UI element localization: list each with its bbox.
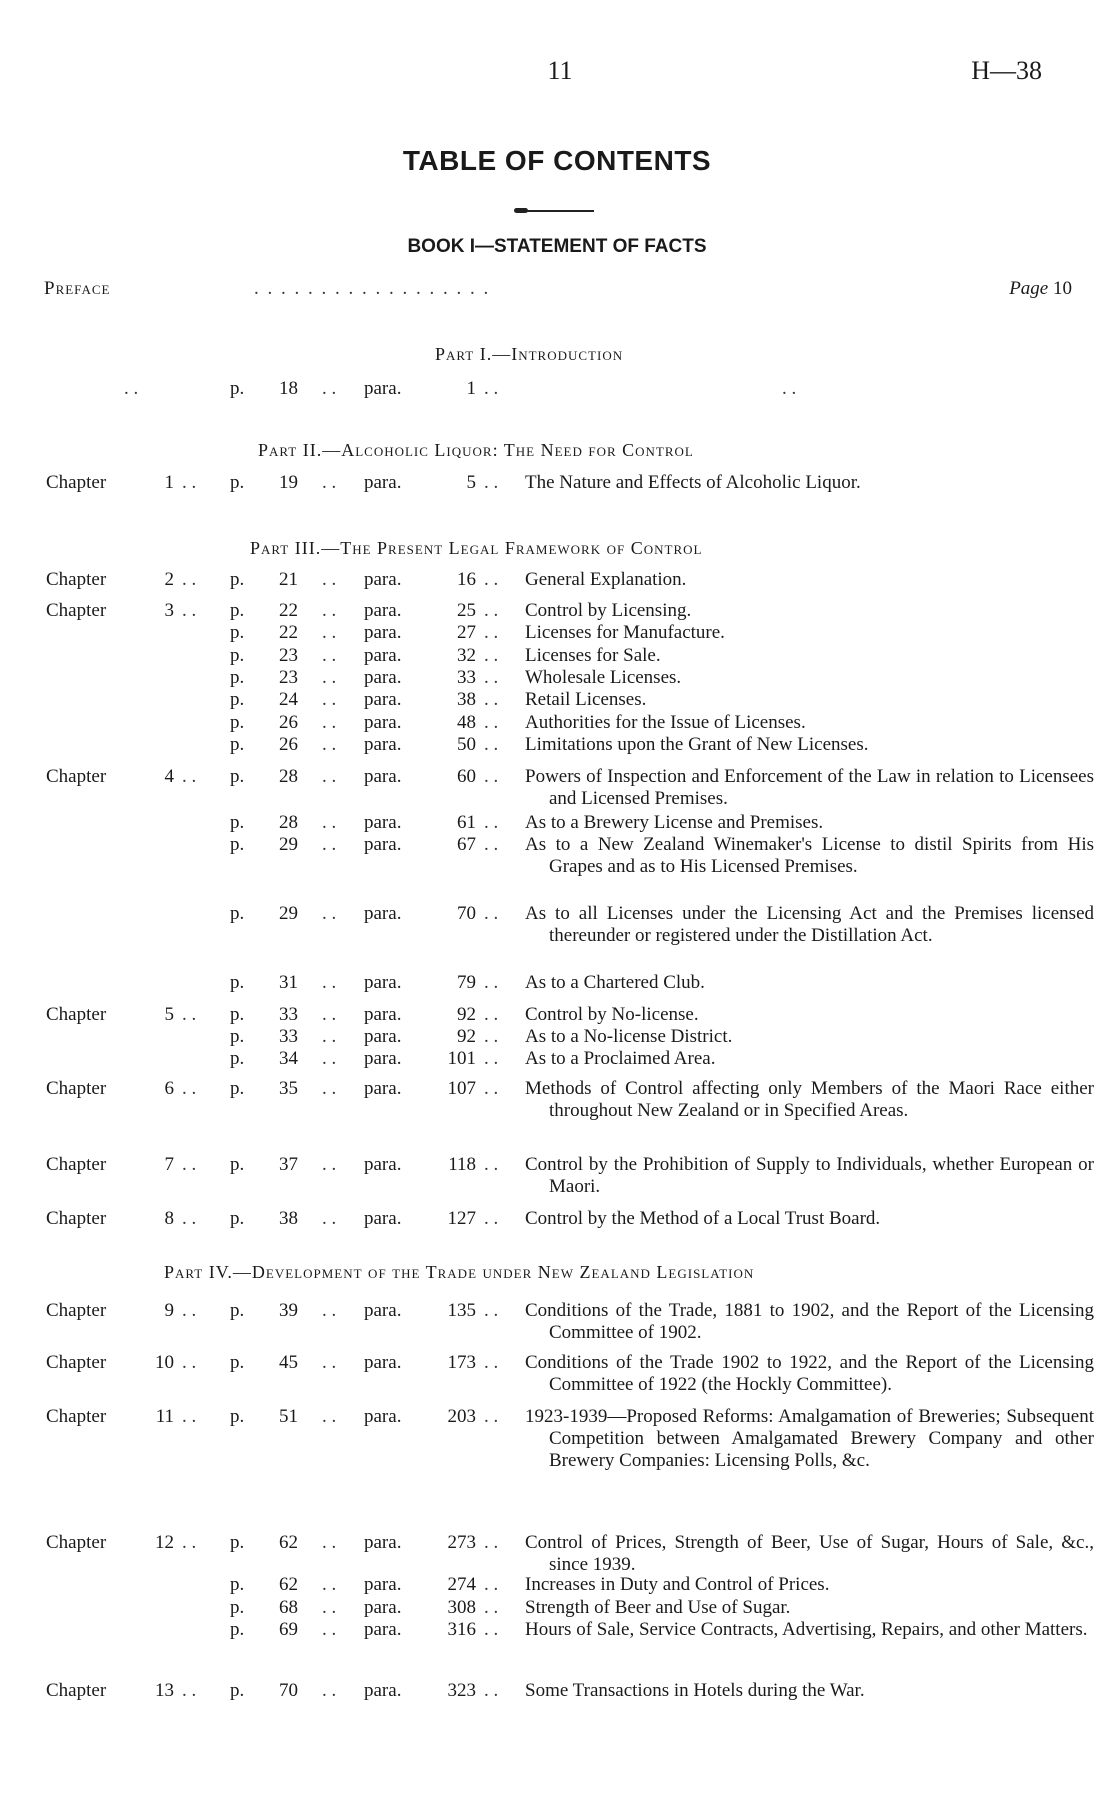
para-number-value: 316 — [447, 1619, 476, 1640]
para-label: para. — [364, 622, 402, 643]
page-title: TABLE OF CONTENTS — [402, 145, 712, 176]
para-number-value: 67 — [457, 834, 476, 855]
leader-dots: . . — [322, 378, 337, 399]
page-number-value: 26 — [279, 712, 298, 733]
para-label: para. — [364, 1597, 402, 1618]
page-number-value: 33 — [279, 1026, 298, 1047]
para-number-value: 50 — [457, 734, 476, 755]
leader-dots: . . — [182, 766, 197, 787]
leader-dots: . . — [782, 378, 797, 399]
para-label: para. — [364, 1619, 402, 1640]
para-number-value: 323 — [447, 1680, 476, 1701]
preface-page — [1009, 278, 1072, 300]
leader-dots: . . — [484, 689, 499, 710]
entry-title: Control by No-license. — [525, 1004, 699, 1025]
page-label: p. — [230, 1352, 245, 1373]
leader-dots: . . — [322, 834, 337, 855]
page-label: p. — [230, 734, 245, 755]
page-number-value: 45 — [279, 1352, 298, 1373]
leader-dots: . . — [484, 1352, 499, 1373]
chapter-label: Chapter — [46, 1680, 107, 1701]
entry-title: Conditions of the Trade 1902 to 1922, and the Report of the Licensing Committee of 1922 (the Hockly Committee). — [525, 1352, 1094, 1395]
chapter-number: 8 — [164, 1208, 174, 1229]
entry-title: Retail Licenses. — [525, 689, 647, 710]
para-label: para. — [364, 766, 402, 787]
leader-dots: . . — [484, 1406, 499, 1427]
page-label: p. — [230, 1004, 245, 1025]
para-label: para. — [364, 1680, 402, 1701]
chapter-number: 1 — [164, 472, 174, 493]
page-number-value: 21 — [279, 569, 298, 590]
leader-dots: . . — [322, 812, 337, 833]
page-label: p. — [230, 622, 245, 643]
para-number-value: 308 — [447, 1597, 476, 1618]
para-label: para. — [364, 1300, 402, 1321]
page-number-value: 19 — [279, 472, 298, 493]
leader-dots: . . — [322, 1574, 337, 1595]
entry-title: Wholesale Licenses. — [525, 667, 682, 688]
leader-dots: . . — [322, 1154, 337, 1175]
leader-dots: . . — [182, 1154, 197, 1175]
chapter-number: 12 — [155, 1532, 174, 1553]
para-number-value: 92 — [457, 1004, 476, 1025]
page-number-value: 31 — [279, 972, 298, 993]
chapter-number: 3 — [164, 600, 174, 621]
chapter-label: Chapter — [46, 1532, 107, 1553]
leader-dots: . . — [484, 1078, 499, 1099]
chapter-label: Chapter — [46, 1078, 107, 1099]
page-number-value: 37 — [279, 1154, 298, 1175]
para-label: para. — [364, 712, 402, 733]
leader-dots: . . — [124, 378, 139, 399]
leader-dots: . . — [182, 1680, 197, 1701]
entry-title: Limitations upon the Grant of New Licenses. — [525, 734, 869, 755]
leader-dots: . . — [182, 1352, 197, 1373]
leader-dots: . . — [322, 1208, 337, 1229]
entry-title: General Explanation. — [525, 569, 687, 590]
page-number-value: 39 — [279, 1300, 298, 1321]
entry-title: 1923-1939—Proposed Reforms: Amalgamation of Breweries; Subsequent Competition between Amalgamated Brewery Company and other Brewery Companies: Licensing Polls, &c. — [525, 1406, 1094, 1471]
preface-page-label: Page — [1009, 278, 1049, 299]
leader-dots: . . — [484, 766, 499, 787]
chapter-number: 6 — [164, 1078, 174, 1099]
entry-title: Strength of Beer and Use of Sugar. — [525, 1597, 791, 1618]
page-number-value: 28 — [279, 812, 298, 833]
leader-dots: . . — [322, 972, 337, 993]
leader-dots: . . — [484, 667, 499, 688]
chapter-label: Chapter — [46, 472, 107, 493]
page-label: p. — [230, 1026, 245, 1047]
leader-dots: . . — [322, 712, 337, 733]
page-label: p. — [230, 1597, 245, 1618]
chapter-label: Chapter — [46, 1208, 107, 1229]
leader-dots: . . — [322, 689, 337, 710]
para-number-value: 70 — [457, 903, 476, 924]
para-number-value: 38 — [457, 689, 476, 710]
page-number-value: 68 — [279, 1597, 298, 1618]
part-heading: Part IV.—Development of the Trade under New Zealand Legislation — [164, 1262, 755, 1282]
leader-dots: . . — [182, 1532, 197, 1553]
para-label: para. — [364, 1532, 402, 1553]
chapter-number: 2 — [164, 569, 174, 590]
para-number-value: 33 — [457, 667, 476, 688]
ornamental-rule — [516, 210, 594, 212]
entry-title: Hours of Sale, Service Contracts, Advertising, Repairs, and other Matters. — [525, 1619, 1088, 1640]
para-number-value: 101 — [447, 1048, 476, 1069]
leader-dots: . . — [484, 378, 499, 399]
leader-dots: . . — [322, 1048, 337, 1069]
page-number-value: 26 — [279, 734, 298, 755]
chapter-label: Chapter — [46, 1154, 107, 1175]
para-label: para. — [364, 1406, 402, 1427]
page-label: p. — [230, 1574, 245, 1595]
leader-dots: . . — [322, 667, 337, 688]
leader-dots: . . — [322, 1026, 337, 1047]
leader-dots: . . — [182, 1004, 197, 1025]
page-label: p. — [230, 972, 245, 993]
para-label: para. — [364, 1154, 402, 1175]
page-number-value: 70 — [279, 1680, 298, 1701]
page-label: p. — [230, 903, 245, 924]
leader-dots: . . — [322, 1406, 337, 1427]
leader-dots: . . — [322, 645, 337, 666]
page-label: p. — [230, 1406, 245, 1427]
page-number-value: 22 — [279, 600, 298, 621]
para-number-value: 27 — [457, 622, 476, 643]
para-number-value: 16 — [457, 569, 476, 590]
entry-title: As to a New Zealand Winemaker's License to distil Spirits from His Grapes and as to His Licensed Premises. — [525, 834, 1094, 877]
chapter-number: 10 — [155, 1352, 174, 1373]
page-label: p. — [230, 645, 245, 666]
para-number-value: 107 — [447, 1078, 476, 1099]
para-number-value: 135 — [447, 1300, 476, 1321]
entry-title: Licenses for Sale. — [525, 645, 661, 666]
leader-dots: . . — [484, 1680, 499, 1701]
para-number-value: 32 — [457, 645, 476, 666]
para-number-value: 25 — [457, 600, 476, 621]
leader-dots: . . — [322, 472, 337, 493]
preface-leader-dots: . . . . . . . . . . . . . . . . . . — [254, 278, 491, 299]
page-number-value: 35 — [279, 1078, 298, 1099]
chapter-label: Chapter — [46, 569, 107, 590]
leader-dots: . . — [484, 1154, 499, 1175]
para-number-value: 273 — [447, 1532, 476, 1553]
page-number-value: 62 — [279, 1574, 298, 1595]
para-number-value: 203 — [447, 1406, 476, 1427]
entry-title: Control by the Method of a Local Trust Board. — [525, 1208, 881, 1229]
part-heading: Part III.—The Present Legal Framework of Control — [250, 538, 703, 558]
entry-title: The Nature and Effects of Alcoholic Liquor. — [525, 472, 861, 493]
leader-dots: . . — [182, 1300, 197, 1321]
page-number-value: 23 — [279, 645, 298, 666]
para-label: para. — [364, 734, 402, 755]
page-label: p. — [230, 812, 245, 833]
leader-dots: . . — [322, 734, 337, 755]
leader-dots: . . — [182, 1406, 197, 1427]
page-label: p. — [230, 689, 245, 710]
page-label: p. — [230, 1154, 245, 1175]
chapter-label: Chapter — [46, 1300, 107, 1321]
leader-dots: . . — [484, 1208, 499, 1229]
leader-dots: . . — [484, 622, 499, 643]
para-label: para. — [364, 1352, 402, 1373]
leader-dots: . . — [484, 1597, 499, 1618]
page-label: p. — [230, 1078, 245, 1099]
page-label: p. — [230, 1680, 245, 1701]
para-number-value: 118 — [448, 1154, 476, 1175]
leader-dots: . . — [322, 1004, 337, 1025]
para-label: para. — [364, 645, 402, 666]
chapter-number: 9 — [164, 1300, 174, 1321]
chapter-number: 11 — [155, 1406, 174, 1427]
entry-title: As to a No-license District. — [525, 1026, 733, 1047]
leader-dots: . . — [484, 1619, 499, 1640]
leader-dots: . . — [484, 600, 499, 621]
chapter-label: Chapter — [46, 600, 107, 621]
para-number-value: 79 — [457, 972, 476, 993]
para-number-value: 1 — [466, 378, 476, 399]
chapter-label: Chapter — [46, 766, 107, 787]
leader-dots: . . — [322, 1300, 337, 1321]
part-heading: Part I.—Introduction — [435, 344, 624, 364]
leader-dots: . . — [484, 1532, 499, 1553]
page-label: p. — [230, 712, 245, 733]
chapter-number: 4 — [164, 766, 174, 787]
para-label: para. — [364, 1026, 402, 1047]
leader-dots: . . — [484, 712, 499, 733]
leader-dots: . . — [182, 1078, 197, 1099]
leader-dots: . . — [322, 622, 337, 643]
page-label: p. — [230, 1619, 245, 1640]
leader-dots: . . — [484, 1574, 499, 1595]
leader-dots: . . — [322, 1680, 337, 1701]
leader-dots: . . — [484, 812, 499, 833]
page-label: p. — [230, 1048, 245, 1069]
page-label: p. — [230, 472, 245, 493]
leader-dots: . . — [484, 1026, 499, 1047]
leader-dots: . . — [322, 1078, 337, 1099]
entry-title: As to a Brewery License and Premises. — [525, 812, 824, 833]
page-number-value: 62 — [279, 1532, 298, 1553]
page-number: 11 — [547, 56, 573, 85]
para-label: para. — [364, 667, 402, 688]
para-label: para. — [364, 1004, 402, 1025]
para-number-value: 274 — [447, 1574, 476, 1595]
para-label: para. — [364, 600, 402, 621]
entry-title: Authorities for the Issue of Licenses. — [525, 712, 806, 733]
leader-dots: . . — [484, 1004, 499, 1025]
page-number-value: 29 — [279, 903, 298, 924]
leader-dots: . . — [484, 569, 499, 590]
para-number-value: 173 — [447, 1352, 476, 1373]
page-number-value: 51 — [279, 1406, 298, 1427]
entry-title: As to a Proclaimed Area. — [525, 1048, 716, 1069]
entry-title: Conditions of the Trade, 1881 to 1902, and the Report of the Licensing Committee of 1902. — [525, 1300, 1094, 1343]
para-label: para. — [364, 378, 402, 399]
leader-dots: . . — [484, 1048, 499, 1069]
part-heading: Part II.—Alcoholic Liquor: The Need for Control — [258, 440, 694, 460]
leader-dots: . . — [484, 903, 499, 924]
page-label: p. — [230, 600, 245, 621]
leader-dots: . . — [322, 600, 337, 621]
leader-dots: . . — [322, 569, 337, 590]
entry-title: Control of Prices, Strength of Beer, Use of Sugar, Hours of Sale, &c., since 1939. — [525, 1532, 1094, 1575]
chapter-label: Chapter — [46, 1004, 107, 1025]
entry-title: Control by the Prohibition of Supply to Individuals, whether European or Maori. — [525, 1154, 1094, 1197]
leader-dots: . . — [322, 1619, 337, 1640]
para-number-value: 60 — [457, 766, 476, 787]
para-label: para. — [364, 472, 402, 493]
page-label: p. — [230, 378, 245, 399]
leader-dots: . . — [182, 472, 197, 493]
page-label: p. — [230, 1300, 245, 1321]
chapter-number: 13 — [155, 1680, 174, 1701]
para-label: para. — [364, 834, 402, 855]
page-number-value: 22 — [279, 622, 298, 643]
para-number-value: 92 — [457, 1026, 476, 1047]
page-label: p. — [230, 667, 245, 688]
entry-title: Increases in Duty and Control of Prices. — [525, 1574, 830, 1595]
para-number-value: 61 — [457, 812, 476, 833]
para-label: para. — [364, 1078, 402, 1099]
leader-dots: . . — [484, 1300, 499, 1321]
leader-dots: . . — [182, 569, 197, 590]
page-number-value: 69 — [279, 1619, 298, 1640]
chapter-label: Chapter — [46, 1352, 107, 1373]
document-code: H—38 — [971, 56, 1042, 85]
para-label: para. — [364, 1048, 402, 1069]
page-number-value: 24 — [279, 689, 298, 710]
para-number-value: 5 — [466, 472, 476, 493]
leader-dots: . . — [484, 472, 499, 493]
preface-entry — [44, 278, 1072, 306]
chapter-label: Chapter — [46, 1406, 107, 1427]
leader-dots: . . — [322, 1597, 337, 1618]
page-number-value: 18 — [279, 378, 298, 399]
leader-dots: . . — [322, 903, 337, 924]
page-number-value: 23 — [279, 667, 298, 688]
leader-dots: . . — [182, 1208, 197, 1229]
entry-title: Powers of Inspection and Enforcement of the Law in relation to Licensees and Licensed Premises. — [525, 766, 1094, 809]
page-label: p. — [230, 1208, 245, 1229]
para-label: para. — [364, 812, 402, 833]
preface-label: Preface — [44, 278, 111, 299]
entry-title: Some Transactions in Hotels during the War. — [525, 1680, 865, 1701]
entry-title: Licenses for Manufacture. — [525, 622, 725, 643]
para-label: para. — [364, 1208, 402, 1229]
leader-dots: . . — [484, 834, 499, 855]
page-number-value: 33 — [279, 1004, 298, 1025]
leader-dots: . . — [484, 972, 499, 993]
page-label: p. — [230, 1532, 245, 1553]
page-label: p. — [230, 766, 245, 787]
entry-title: As to all Licenses under the Licensing Act and the Premises licensed thereunder or registered under the Distillation Act. — [525, 903, 1094, 946]
page-number-value: 29 — [279, 834, 298, 855]
page-number-value: 28 — [279, 766, 298, 787]
leader-dots: . . — [484, 734, 499, 755]
entry-title: Control by Licensing. — [525, 600, 692, 621]
leader-dots: . . — [182, 600, 197, 621]
preface-page-number: 10 — [1053, 278, 1072, 299]
leader-dots: . . — [322, 766, 337, 787]
para-label: para. — [364, 903, 402, 924]
book-heading: BOOK I—STATEMENT OF FACTS — [407, 236, 707, 257]
para-label: para. — [364, 1574, 402, 1595]
chapter-number: 7 — [164, 1154, 174, 1175]
leader-dots: . . — [322, 1352, 337, 1373]
page-label: p. — [230, 569, 245, 590]
para-label: para. — [364, 689, 402, 710]
para-label: para. — [364, 569, 402, 590]
para-label: para. — [364, 972, 402, 993]
entry-title: As to a Chartered Club. — [525, 972, 705, 993]
chapter-number: 5 — [164, 1004, 174, 1025]
para-number-value: 48 — [457, 712, 476, 733]
page-number-value: 34 — [279, 1048, 298, 1069]
entry-title: Methods of Control affecting only Members of the Maori Race either throughout New Zealand or in Specified Areas. — [525, 1078, 1094, 1121]
leader-dots: . . — [484, 645, 499, 666]
page-number-value: 38 — [279, 1208, 298, 1229]
page-label: p. — [230, 834, 245, 855]
leader-dots: . . — [322, 1532, 337, 1553]
para-number-value: 127 — [447, 1208, 476, 1229]
